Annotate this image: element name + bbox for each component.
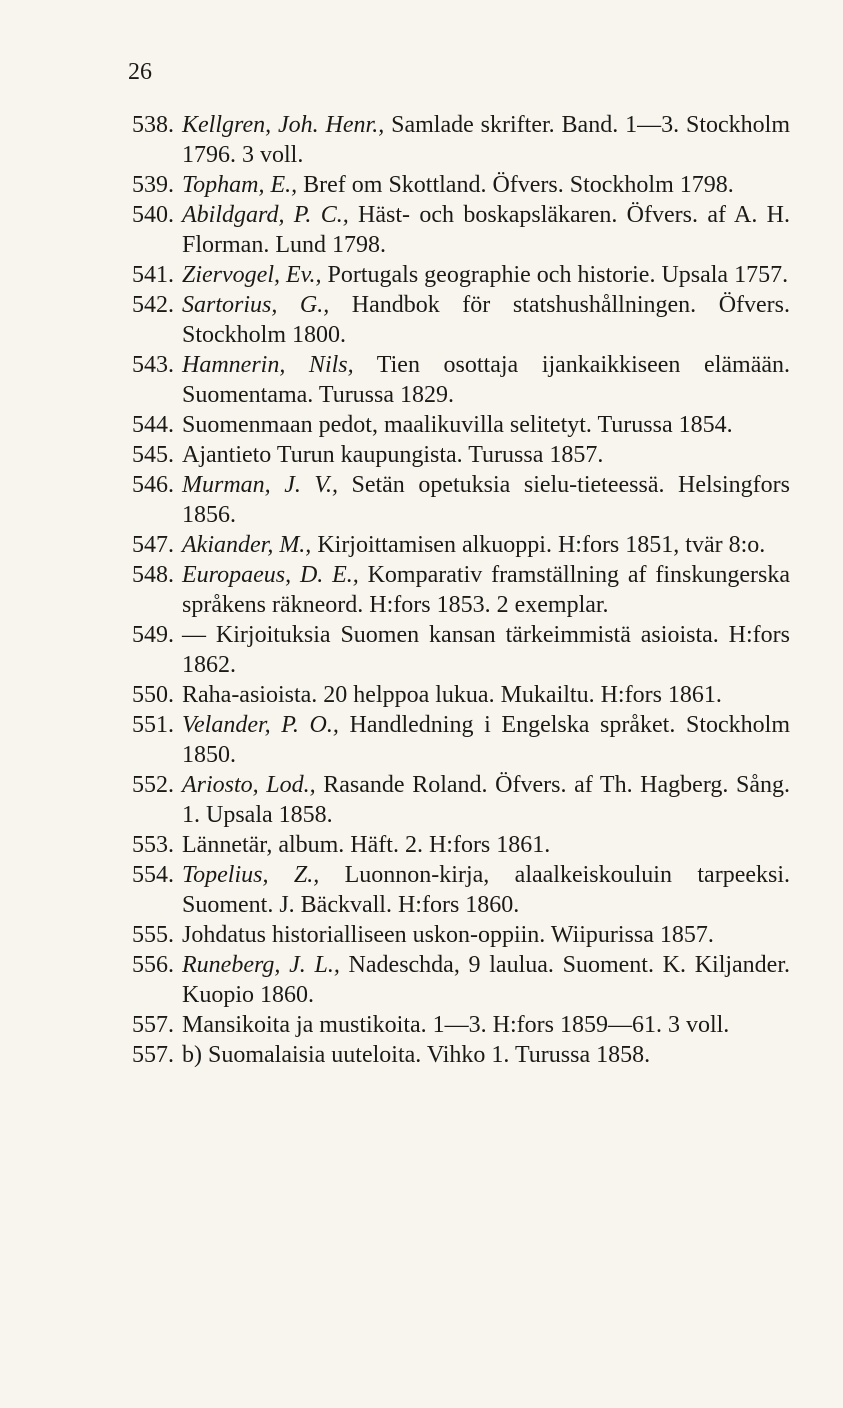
catalog-entry [102, 710, 790, 770]
entry-description: Luonnon-kirja, alaalkeiskouluin tarpeeksi. Suoment. J. Bäckvall. H:fors 1860. [182, 862, 790, 918]
entry-author: Akiander, M., [182, 532, 312, 558]
catalog-entry-list [102, 110, 790, 1070]
entry-text [174, 200, 790, 260]
entry-number: 552. [132, 772, 174, 798]
entry-text [174, 170, 790, 200]
entry-description: Bref om Skottland. Öfvers. Stockholm 1798. [297, 172, 734, 198]
entry-text [174, 290, 790, 350]
entry-number: 556. [132, 952, 174, 978]
catalog-entry [102, 860, 790, 920]
entry-text [174, 350, 790, 410]
catalog-entry [102, 440, 790, 470]
entry-author: Runeberg, J. L., [182, 952, 340, 978]
entry-text [174, 530, 790, 560]
catalog-entry [102, 680, 790, 710]
entry-number: 543. [132, 352, 174, 378]
entry-text [174, 950, 790, 1010]
entry-number: 540. [132, 202, 174, 228]
entry-text [174, 620, 790, 680]
entry-author: Kellgren, Joh. Henr., [182, 112, 385, 138]
entry-author: Hamnerin, Nils, [182, 352, 354, 378]
entry-description: Portugals geographie och historie. Upsala 1757. [321, 262, 789, 288]
entry-description: b) Suomalaisia uuteloita. Vihko 1. Turussa 1858. [182, 1042, 651, 1068]
entry-number: 549. [132, 622, 174, 648]
entry-text [174, 830, 790, 860]
entry-text [174, 920, 790, 950]
entry-number: 553. [132, 832, 174, 858]
entry-description: Setän opetuksia sielu-tieteessä. Helsingfors 1856. [182, 472, 790, 528]
entry-text [174, 1040, 790, 1070]
entry-number: 557. [132, 1042, 174, 1068]
catalog-entry [102, 530, 790, 560]
entry-description: Mansikoita ja mustikoita. 1—3. H:fors 1859—61. 3 voll. [182, 1012, 730, 1038]
entry-author: Ziervogel, Ev., [182, 262, 322, 288]
entry-author: Murman, J. V., [182, 472, 338, 498]
catalog-entry [102, 620, 790, 680]
entry-number: 548. [132, 562, 174, 588]
page-number: 26 [128, 59, 152, 85]
entry-description: Raha-asioista. 20 helppoa lukua. Mukailtu. H:fors 1861. [182, 682, 722, 708]
entry-text [174, 560, 790, 620]
entry-text [174, 860, 790, 920]
catalog-entry [102, 920, 790, 950]
catalog-entry [102, 170, 790, 200]
catalog-entry [102, 410, 790, 440]
catalog-entry [102, 770, 790, 830]
catalog-entry [102, 1040, 790, 1070]
catalog-entry [102, 110, 790, 170]
entry-number: 550. [132, 682, 174, 708]
entry-number: 557. [132, 1012, 174, 1038]
entry-text [174, 470, 790, 530]
entry-number: 555. [132, 922, 174, 948]
entry-number: 542. [132, 292, 174, 318]
entry-text [174, 260, 790, 290]
entry-description: — Kirjoituksia Suomen kansan tärkeimmistä asioista. H:fors 1862. [182, 622, 790, 678]
entry-description: Johdatus historialliseen uskon-oppiin. Wiipurissa 1857. [182, 922, 714, 948]
catalog-entry [102, 200, 790, 260]
entry-description: Kirjoittamisen alkuoppi. H:fors 1851, tvär 8:o. [311, 532, 766, 558]
entry-description: Handbok för statshushållningen. Öfvers. Stockholm 1800. [182, 292, 791, 348]
entry-author: Sartorius, G., [182, 292, 330, 318]
catalog-entry [102, 560, 790, 620]
entry-description: Rasande Roland. Öfvers. af Th. Hagberg. Sång. 1. Upsala 1858. [182, 772, 790, 828]
entry-text [174, 770, 790, 830]
entry-description: Lännetär, album. Häft. 2. H:fors 1861. [182, 832, 551, 858]
entry-description: Nadeschda, 9 laulua. Suoment. K. Kiljander. Kuopio 1860. [182, 952, 790, 1008]
catalog-entry [102, 830, 790, 860]
catalog-entry [102, 290, 790, 350]
entry-text [174, 110, 790, 170]
entry-text [174, 410, 790, 440]
entry-description: Häst- och boskapsläkaren. Öfvers. af A. H. Florman. Lund 1798. [182, 202, 790, 258]
entry-text [174, 440, 790, 470]
entry-number: 554. [132, 862, 174, 888]
entry-author: Topelius, Z., [182, 862, 320, 888]
entry-description: Suomenmaan pedot, maalikuvilla selitetyt. Turussa 1854. [182, 412, 733, 438]
catalog-entry [102, 1010, 790, 1040]
entry-description: Ajantieto Turun kaupungista. Turussa 1857. [182, 442, 604, 468]
entry-number: 547. [132, 532, 174, 558]
entry-description: Handledning i Engelska språket. Stockholm 1850. [182, 712, 790, 768]
entry-description: Samlade skrifter. Band. 1—3. Stockholm 1796. 3 voll. [182, 112, 790, 168]
entry-author: Velander, P. O., [182, 712, 339, 738]
entry-number: 539. [132, 172, 174, 198]
entry-author: Europaeus, D. E., [182, 562, 359, 588]
entry-text [174, 680, 790, 710]
entry-author: Topham, E., [182, 172, 298, 198]
entry-text [174, 1010, 790, 1040]
entry-number: 545. [132, 442, 174, 468]
entry-description: Tien osottaja ijankaikkiseen elämään. Suomentama. Turussa 1829. [182, 352, 790, 408]
entry-number: 551. [132, 712, 174, 738]
entry-number: 538. [132, 112, 174, 138]
catalog-entry [102, 260, 790, 290]
catalog-entry [102, 470, 790, 530]
catalog-entry [102, 350, 790, 410]
entry-author: Abildgard, P. C., [182, 202, 349, 228]
entry-number: 541. [132, 262, 174, 288]
entry-number: 546. [132, 472, 174, 498]
entry-description: Komparativ framställning af finskungerska språkens räkneord. H:fors 1853. 2 exemplar. [182, 562, 790, 618]
entry-text [174, 710, 790, 770]
entry-author: Ariosto, Lod., [182, 772, 316, 798]
catalog-entry [102, 950, 790, 1010]
entry-number: 544. [132, 412, 174, 438]
